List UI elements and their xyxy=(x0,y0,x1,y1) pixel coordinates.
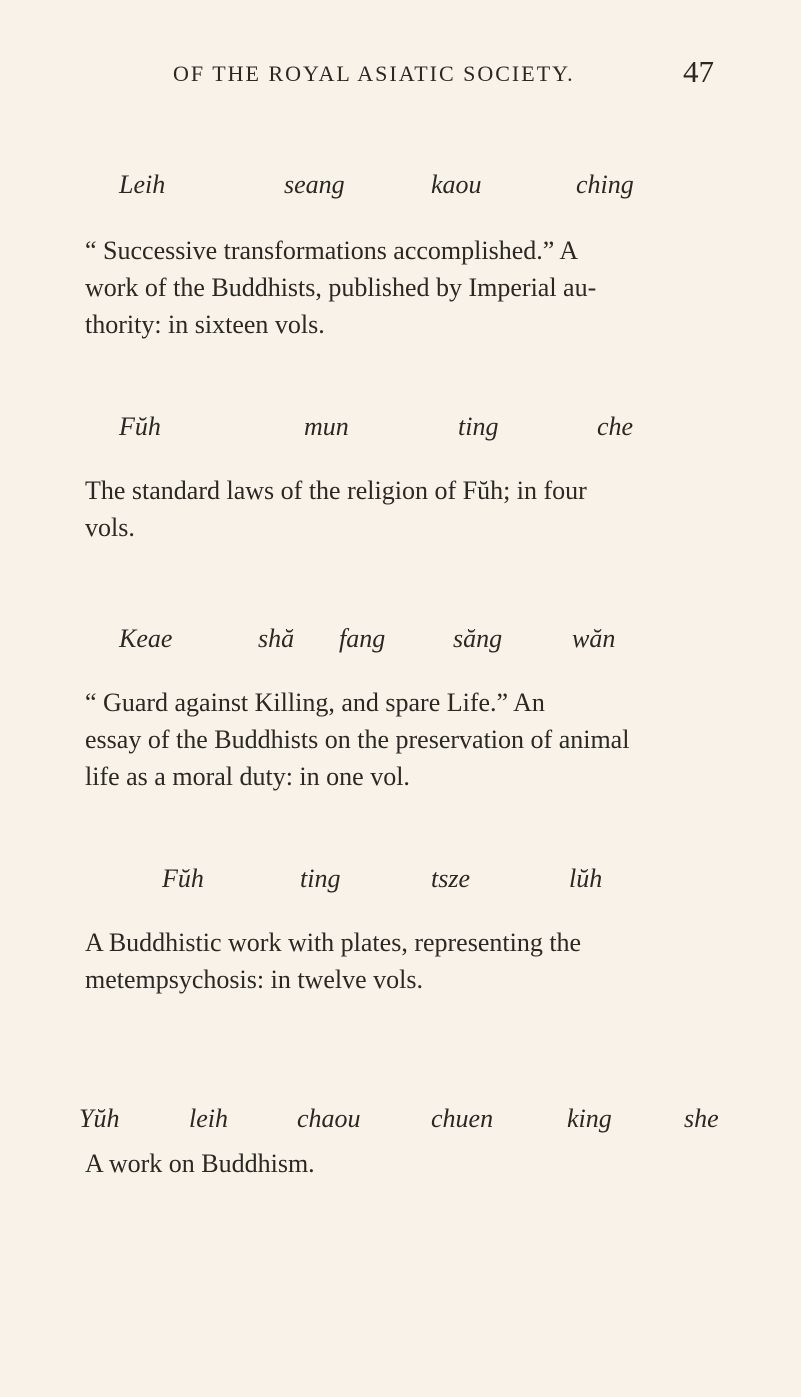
romanized-term: tsze xyxy=(431,864,470,893)
description-line: A work on Buddhism. xyxy=(85,1149,315,1178)
description-line xyxy=(85,232,725,269)
description-line: metempsychosis: in twelve vols. xyxy=(85,965,423,994)
romanized-term: shă xyxy=(258,624,295,653)
entry-description xyxy=(85,924,725,998)
description-line: essay of the Buddhists on the preservation of animal xyxy=(85,725,630,754)
description-line: life as a moral duty: in one vol. xyxy=(85,762,410,791)
romanized-term: che xyxy=(597,412,634,441)
romanized-term: Leih xyxy=(119,170,166,199)
romanized-term: Fŭh xyxy=(119,412,161,441)
romanized-term: fang xyxy=(339,624,386,653)
romanized-term: ting xyxy=(300,864,341,893)
description-line xyxy=(85,684,725,721)
header-title: OF THE ROYAL ASIATIC SOCIETY. xyxy=(173,61,575,86)
description-line: The standard laws of the religion of Fŭh; in four xyxy=(85,476,587,505)
description-text: A Buddhistic work with plates, representing the xyxy=(85,928,582,957)
page-number: 47 xyxy=(683,54,714,89)
romanized-term: lŭh xyxy=(569,864,603,893)
romanized-term: kaou xyxy=(431,170,482,199)
romanized-term: wăn xyxy=(572,624,616,653)
romanized-term: Keae xyxy=(119,624,173,653)
description-line: vols. xyxy=(85,513,135,542)
romanized-term: leih xyxy=(189,1104,228,1133)
romanized-term: săng xyxy=(453,624,503,653)
romanized-term: chaou xyxy=(297,1104,361,1133)
description-text: “ Successive transformations accomplished.” A xyxy=(85,236,579,265)
entry-description xyxy=(85,684,725,795)
romanized-term: Yŭh xyxy=(79,1104,120,1133)
romanized-term: king xyxy=(567,1104,612,1133)
romanized-term: mun xyxy=(304,412,349,441)
description-line: work of the Buddhists, published by Imperial au- xyxy=(85,273,597,302)
romanized-term: ting xyxy=(458,412,499,441)
description-line xyxy=(85,924,725,961)
description-line: thority: in sixteen vols. xyxy=(85,310,325,339)
running-header xyxy=(0,46,801,96)
entry-description xyxy=(85,1145,725,1182)
romanized-term: chuen xyxy=(431,1104,494,1133)
romanized-term: she xyxy=(684,1104,719,1133)
romanized-term: ching xyxy=(576,170,634,199)
entry-description xyxy=(85,472,725,546)
romanized-term: Fŭh xyxy=(162,864,204,893)
romanized-term: seang xyxy=(284,170,345,199)
entry-description xyxy=(85,232,725,343)
description-text: “ Guard against Killing, and spare Life.” An xyxy=(85,688,545,717)
